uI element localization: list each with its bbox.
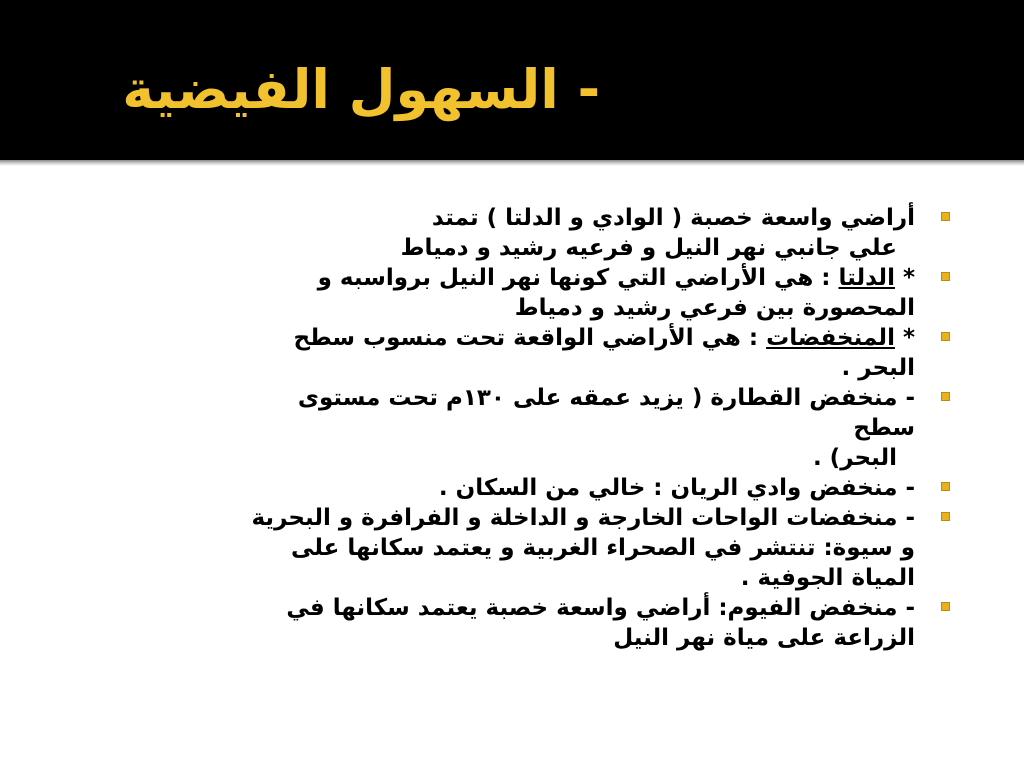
bullet-marker-icon	[941, 602, 950, 611]
bullet-line: و سيوة: تنتشر في الصحراء الغربية و يعتمد سكانها على	[291, 535, 915, 561]
bullet-list	[60, 203, 955, 653]
bullet-marker-icon	[941, 392, 950, 401]
bullet-text: : هي الأراضي التي كونها نهر النيل برواسبه و	[317, 265, 839, 291]
bullet-line: البحر .	[841, 355, 915, 381]
bullet-line: - منخفضات الواحات الخارجة و الداخلة و الفرافرة و البحرية	[251, 505, 915, 531]
bullet-item-floodplain-lands	[60, 203, 955, 263]
bullet-marker-icon	[941, 482, 950, 491]
bullet-line: الزراعة على مياة نهر النيل	[613, 625, 915, 651]
bullet-line: المياة الجوفية .	[740, 565, 915, 591]
bullet-item-wadi-rayan	[60, 473, 955, 503]
bullet-line: المحصورة بين فرعي رشيد و دمياط	[514, 295, 915, 321]
bullet-line: أراضي واسعة خصبة ( الوادي و الدلتا ) تمتد	[431, 205, 915, 231]
bullet-line	[60, 323, 915, 353]
slide-title: - السهول الفيضية	[122, 58, 600, 121]
bullet-prefix: *	[894, 265, 915, 291]
bullet-line	[60, 263, 915, 293]
bullet-marker-icon	[941, 272, 950, 281]
bullet-text: : هي الأراضي الواقعة تحت منسوب سطح	[293, 325, 767, 351]
title-divider	[0, 160, 1024, 166]
bullet-line: سطح	[853, 415, 915, 441]
bullet-marker-icon	[941, 332, 950, 341]
bullet-line: - منخفض القطارة ( يزيد عمقه على ١٣٠م تحت مستوى	[297, 385, 915, 411]
bullet-line: البحر) .	[812, 445, 897, 471]
term-depressions: المنخفضات	[766, 325, 895, 351]
title-bar	[0, 0, 1024, 160]
bullet-line: - منخفض وادي الريان : خالي من السكان .	[438, 475, 915, 501]
bullet-marker-icon	[941, 512, 950, 521]
bullet-item-delta	[60, 263, 955, 323]
bullet-item-fayoum	[60, 593, 955, 653]
bullet-prefix: *	[894, 325, 915, 351]
bullet-line: - منخفض الفيوم: أراضي واسعة خصبة يعتمد سكانها في	[286, 595, 915, 621]
term-delta: الدلتا	[838, 265, 895, 291]
bullet-marker-icon	[941, 212, 950, 221]
bullet-item-oases	[60, 503, 955, 593]
bullet-line: علي جانبي نهر النيل و فرعيه رشيد و دمياط	[400, 235, 897, 261]
bullet-item-qattara	[60, 383, 955, 473]
bullet-item-depressions	[60, 323, 955, 383]
